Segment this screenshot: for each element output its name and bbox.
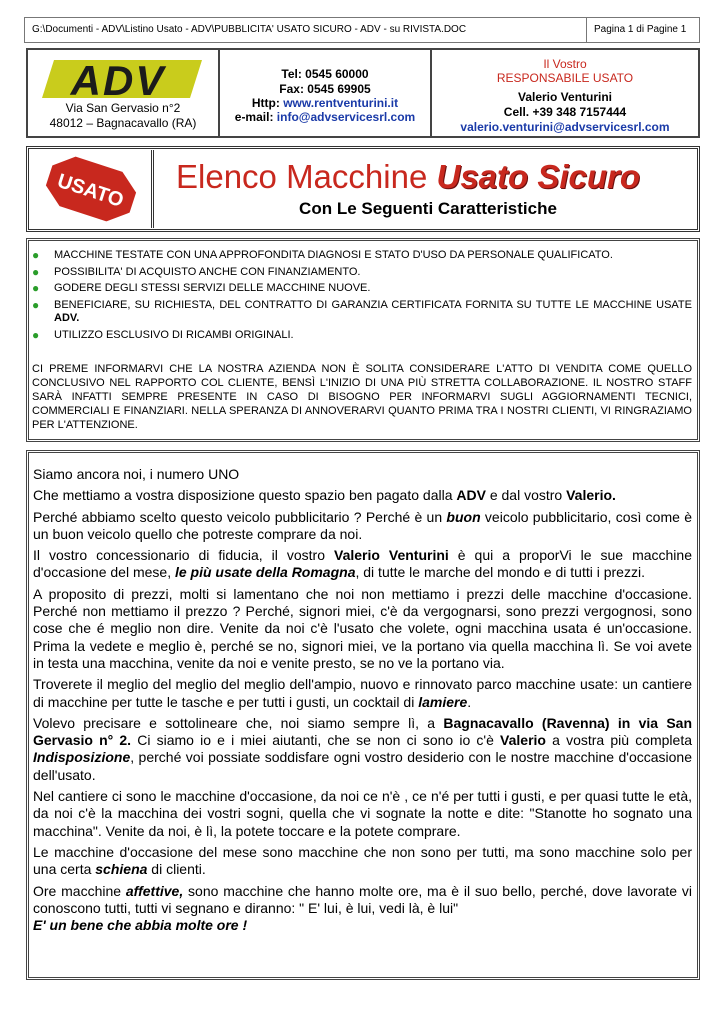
document-path: G:\Documenti - ADV\Listino Usato - ADV\PUBBLICITA' USATO SICURO - ADV - su RIVISTA.DOC — [32, 24, 467, 35]
article-paragraph: Ore macchine affettive, sono macchine che hanno molte ore, ma è il suo bello, perché, dove lavorate vi conoscono tutti, tutti vi segnano e diranno: " E' lui, è lui, vedi là, è lui" E' un bene che abbia molte ore ! — [33, 882, 692, 934]
article-paragraph: Siamo ancora noi, i numero UNO — [33, 466, 240, 482]
fax-number: Fax: 0545 69905 — [279, 82, 371, 96]
article-paragraph: Volevo precisare e sottolineare che, noi siamo sempre lì, a Bagnacavallo (Ravenna) in via San Gervasio n° 2. Ci siamo io e i miei aiutanti, che se non ci sono io c'è Valerio a vostra più completa Indisposizione, perché voi possiate soddisfare ogni vostro desiderio con le nostre macchine d'occasione dell'usato. — [33, 714, 692, 783]
company-intro: CI PREME INFORMARVI CHE LA NOSTRA AZIENDA NON È SOLITA CONSIDERARE L'ATTO DI VENDITA COME QUELLO CONCLUSIVO NEL RAPPORTO COL CLIENTE, BENSÌ L'INIZIO DI UNA PIÙ STRETTA COLLABORAZIONE. IL NOSTRO STAFF SARÀ INFATTI SEMPRE PRESENTE IN CASO DI BISOGNO PER INFORMARVI SUGLI AGGIORNAMENTI TECNICI, COMMERCIALI E FINANZIARI. NELLA SPERANZA DI ANNOVERARVI QUANTO PRIMA TRA I NOSTRI CLIENTI, VI RINGRAZIAMO PER L'ATTENZIONE. — [32, 363, 692, 431]
article-paragraph: Le macchine d'occasione del mese sono macchine che non sono per tutti, ma sono macchine solo per una certa schiena di clienti. — [33, 843, 692, 878]
title-main: Elenco Macchine — [176, 158, 437, 195]
feature-item: ● BENEFICIARE, SU RICHIESTA, DEL CONTRATTO DI GARANZIA CERTIFICATA FORNITA SU TUTTE LE MACCHINE USATE ADV. — [32, 297, 692, 324]
phone-number: Tel: 0545 60000 — [281, 67, 369, 81]
article-paragraph: Che mettiamo a vostra disposizione questo spazio ben pagato dalla ADV e dal vostro Valerio. — [33, 487, 616, 504]
feature-item: ● GODERE DEGLI STESSI SERVIZI DELLE MACCHINE NUOVE. — [32, 281, 371, 295]
manager-name: Valerio Venturini — [517, 90, 613, 104]
feature-item: ● POSSIBILITA' DI ACQUISTO ANCHE CON FINANZIAMENTO. — [32, 264, 361, 279]
article-paragraph: Troverete il meglio del meglio del meglio dell'ampio, nuovo e rinnovato parco macchine usate: un cantiere di macchine per tutte le tasche e per tutti i gusti, un cocktail di lamiere. — [33, 676, 692, 710]
bullet-icon: ● — [32, 248, 40, 262]
manager-heading-1: Il Vostro — [543, 57, 587, 71]
address-city: 48012 – Bagnacavallo (RA) — [49, 116, 197, 130]
page-counter: Pagina 1 di Pagine 1 — [594, 24, 687, 35]
email-link[interactable]: info@advservicesrl.com — [276, 110, 416, 124]
article-paragraph: Il vostro concessionario di fiducia, il vostro Valerio Venturini è qui a proporVi le sue macchine d'occasione del mese, le più usate della Romagna, di tutte le marche del mondo e di tutti i prezzi. — [33, 547, 692, 581]
manager-cell: Cell. +39 348 7157444 — [503, 105, 627, 119]
page-subtitle: Con Le Seguenti Caratteristiche — [299, 199, 557, 218]
website-link[interactable]: www.rentventurini.it — [283, 96, 399, 110]
bullet-icon: ● — [32, 327, 40, 342]
email-label: e-mail: — [234, 110, 277, 124]
address-street: Via San Gervasio n°2 — [65, 101, 181, 115]
feature-item: ● MACCHINE TESTATE CON UNA APPROFONDITA DIAGNOSI E STATO D'USO DA PERSONALE QUALIFICATO. — [32, 248, 613, 262]
email-line — [218, 110, 432, 124]
manager-heading-2: RESPONSABILE USATO — [496, 71, 634, 85]
manager-email-link[interactable]: valerio.venturini@advservicesrl.com — [460, 120, 670, 134]
feature-item: ● UTILIZZO ESCLUSIVO DI RICAMBI ORIGINALI. — [32, 327, 294, 342]
usato-sign-icon — [36, 156, 146, 222]
article-paragraph: A proposito di prezzi, molti si lamentano che noi non mettiamo i prezzi delle macchine d'occasione. Perché non mettiamo il prezzo ? Perché, signori miei, c'è da vergognarsi, sono prezzi vergognosi, sono cose che é meglio non dire. Venite da noi c'è l'usato che volete, ogni macchina usata é un'occasione. Prima la vedete e meglio è, perché se no, signori miei, ve la portano via quella macchina lì. Se voi avete in testa una macchina, venite da noi e venite presto, se no ve la portano via. — [33, 585, 692, 671]
bullet-icon: ● — [32, 297, 40, 312]
title-highlight: Usato Sicuro — [436, 158, 641, 195]
website-label: Http: — [251, 96, 284, 110]
path-bar-divider — [586, 18, 587, 42]
usato-sign-text: USATO — [54, 169, 127, 212]
bullet-icon: ● — [32, 281, 40, 295]
adv-logo — [40, 58, 204, 100]
article-body — [33, 466, 692, 938]
page-title — [176, 158, 640, 196]
website-line — [218, 96, 432, 110]
article-paragraph: Nel cantiere ci sono le macchine d'occasione, da noi ce n'è , ce n'é per tutti i gusti, e per quasi tutte le età, da noi c'è la macchina dei vostri sogni, quella che vi sognate la notte e dite: "Stanotte ho sognato una macchina". Venite da noi, è lì, la potete toccare e la potete comprare. — [33, 788, 692, 839]
bullet-icon: ● — [32, 264, 40, 279]
logo-text: ADV — [70, 58, 166, 100]
features-list — [32, 249, 692, 345]
article-paragraph: Perché abbiamo scelto questo veicolo pubblicitario ? Perché è un buon veicolo pubblicitario, così come è un buon veicolo quello che potreste comprare da noi. — [33, 508, 692, 542]
